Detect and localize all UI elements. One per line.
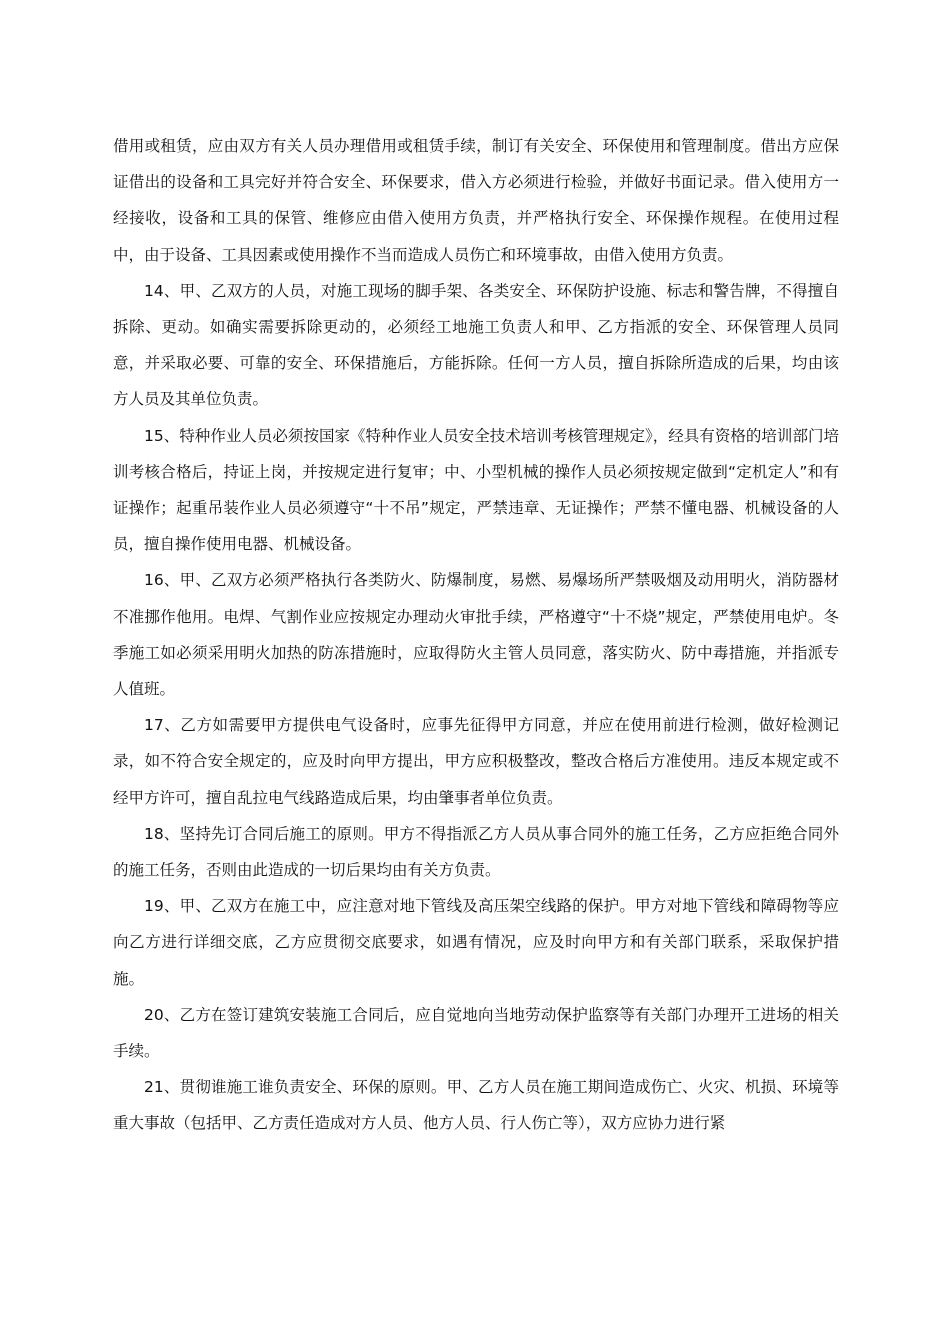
paragraph-item-20: 20、乙方在签订建筑安装施工合同后，应自觉地向当地劳动保护监察等有关部门办理开工进场的相关手续。	[113, 1005, 839, 1061]
paragraph-item-16: 16、甲、乙双方必须严格执行各类防火、防爆制度，易燃、易爆场所严禁吸烟及动用明火，消防器材不准挪作他用。电焊、气割作业应按规定办理动火审批手续，严格遵守“十不烧”规定，严禁使用电炉。冬季施工如必须采用明火加热的防冻措施时，应取得防火主管人员同意，落实防火、防中毒措施，并指派专人值班。	[113, 571, 839, 699]
paragraph-item-14: 14、甲、乙双方的人员，对施工现场的脚手架、各类安全、环保防护设施、标志和警告牌，不得擅自拆除、更动。如确实需要拆除更动的，必须经工地施工负责人和甲、乙方指派的安全、环保管理人员同意，并采取必要、可靠的安全、环保措施后，方能拆除。任何一方人员，擅自拆除所造成的后果，均由该方人员及其单位负责。	[113, 281, 839, 409]
document-body	[113, 128, 839, 1142]
paragraph-item-15: 15、特种作业人员必须按国家《特种作业人员安全技术培训考核管理规定》，经具有资格的培训部门培训考核合格后，持证上岗，并按规定进行复审；中、小型机械的操作人员必须按规定做到“定机定人”和有证操作；起重吊装作业人员必须遵守“十不吊”规定，严禁违章、无证操作；严禁不懂电器、机械设备的人员，擅自操作使用电器、机械设备。	[113, 426, 839, 554]
paragraph-continuation: 借用或租赁，应由双方有关人员办理借用或租赁手续，制订有关安全、环保使用和管理制度。借出方应保证借出的设备和工具完好并符合安全、环保要求，借入方必须进行检验，并做好书面记录。借入使用方一经接收，设备和工具的保管、维修应由借入使用方负责，并严格执行安全、环保操作规程。在使用过程中，由于设备、工具因素或使用操作不当而造成人员伤亡和环境事故，由借入使用方负责。	[113, 137, 839, 264]
paragraph-item-21: 21、贯彻谁施工谁负责安全、环保的原则。甲、乙方人员在施工期间造成伤亡、火灾、机损、环境等重大事故（包括甲、乙方责任造成对方人员、他方人员、行人伤亡等），双方应协力进行紧	[113, 1078, 839, 1133]
paragraph-item-17: 17、乙方如需要甲方提供电气设备时，应事先征得甲方同意，并应在使用前进行检测，做好检测记录，如不符合安全规定的，应及时向甲方提出，甲方应积极整改，整改合格后方准使用。违反本规定或不经甲方许可，擅自乱拉电气线路造成后果，均由肇事者单位负责。	[113, 716, 839, 807]
paragraph-item-18: 18、坚持先订合同后施工的原则。甲方不得指派乙方人员从事合同外的施工任务，乙方应拒绝合同外的施工任务，否则由此造成的一切后果均由有关方负责。	[113, 824, 839, 880]
paragraph-item-19: 19、甲、乙双方在施工中，应注意对地下管线及高压架空线路的保护。甲方对地下管线和障碍物等应向乙方进行详细交底，乙方应贯彻交底要求，如遇有情况，应及时向甲方和有关部门联系，采取保护措施。	[113, 897, 839, 988]
